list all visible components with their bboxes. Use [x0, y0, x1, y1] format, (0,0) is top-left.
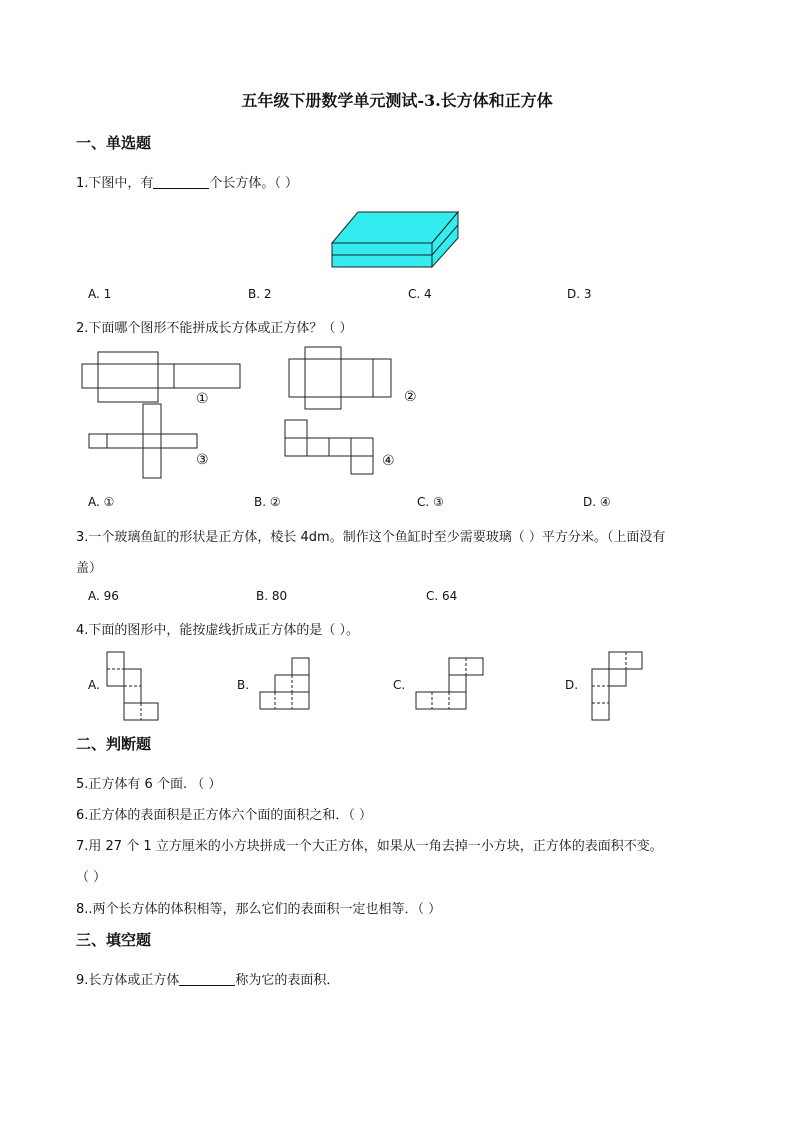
- q3-option-a[interactable]: A. 96: [88, 589, 119, 603]
- question-4: 4.下面的图形中，能按虚线折成正方体的是（ ）。: [76, 623, 360, 638]
- q4-option-b[interactable]: B.: [237, 678, 250, 692]
- answer-blank[interactable]: [179, 971, 235, 986]
- fold-net-b: [258, 656, 312, 712]
- q3-option-b[interactable]: B. 80: [256, 589, 288, 603]
- question-8: 8..两个长方体的体积相等，那么它们的表面积一定也相等．（ ）: [76, 902, 442, 917]
- q1-option-b[interactable]: B. 2: [248, 287, 272, 301]
- section-heading-fill-in: 三、填空题: [76, 931, 152, 949]
- question-3-line-1: 3.一个玻璃鱼缸的形状是正方体，棱长 4dm。制作这个鱼缸时至少需要玻璃（ ）平方分米。（上面没有: [76, 530, 666, 545]
- net-label-1: ①: [196, 391, 209, 407]
- question-2: 2.下面哪个图形不能拼成长方体或正方体？（ ）: [76, 321, 353, 336]
- fold-net-c: [414, 656, 486, 712]
- q4-option-d[interactable]: D.: [565, 678, 579, 692]
- q4-option-a[interactable]: A.: [88, 678, 100, 692]
- question-9-text-pre: 9.长方体或正方体: [76, 973, 180, 988]
- question-9: [76, 969, 339, 988]
- question-1-text-pre: 1.下图中，有: [76, 176, 154, 191]
- question-7-line-2: （ ）: [76, 870, 107, 885]
- section-heading-single-choice: 一、单选题: [76, 134, 152, 152]
- question-1-text-post: 个长方体。（ ）: [209, 176, 299, 191]
- question-1: [76, 172, 298, 191]
- q2-option-d[interactable]: D. ④: [583, 495, 611, 509]
- q2-option-c[interactable]: C. ③: [417, 495, 444, 509]
- fold-net-d: [590, 650, 644, 722]
- net-figure-3: [87, 402, 199, 480]
- q1-option-d[interactable]: D. 3: [567, 287, 592, 301]
- section-heading-true-false: 二、判断题: [76, 735, 152, 753]
- q1-option-c[interactable]: C. 4: [408, 287, 432, 301]
- q2-option-a[interactable]: A. ①: [88, 495, 115, 509]
- q3-option-c[interactable]: C. 64: [426, 589, 458, 603]
- net-label-3: ③: [196, 452, 209, 468]
- q2-option-b[interactable]: B. ②: [254, 495, 281, 509]
- question-5: 5.正方体有 6 个面. （ ）: [76, 777, 222, 792]
- page-title: 五年级下册数学单元测试-3.长方体和正方体: [241, 91, 553, 110]
- question-6: 6.正方体的表面积是正方体六个面的面积之和．（ ）: [76, 808, 373, 823]
- net-figure-2: [287, 345, 393, 411]
- question-7-line-1: 7.用 27 个 1 立方厘米的小方块拼成一个大正方体，如果从一角去掉一小方块，正方体的表面积不变。: [76, 839, 663, 854]
- stacked-boxes-figure: [330, 210, 460, 270]
- net-label-4: ④: [382, 453, 395, 469]
- fold-net-a: [105, 650, 159, 722]
- net-label-2: ②: [404, 389, 417, 405]
- question-3-line-2: 盖）: [76, 561, 103, 576]
- question-9-text-post: 称为它的表面积．: [235, 973, 340, 988]
- answer-blank[interactable]: [153, 174, 209, 189]
- q4-option-c[interactable]: C.: [393, 678, 406, 692]
- q1-option-a[interactable]: A. 1: [88, 287, 112, 301]
- net-figure-4: [283, 418, 377, 476]
- net-figure-1: [80, 350, 242, 404]
